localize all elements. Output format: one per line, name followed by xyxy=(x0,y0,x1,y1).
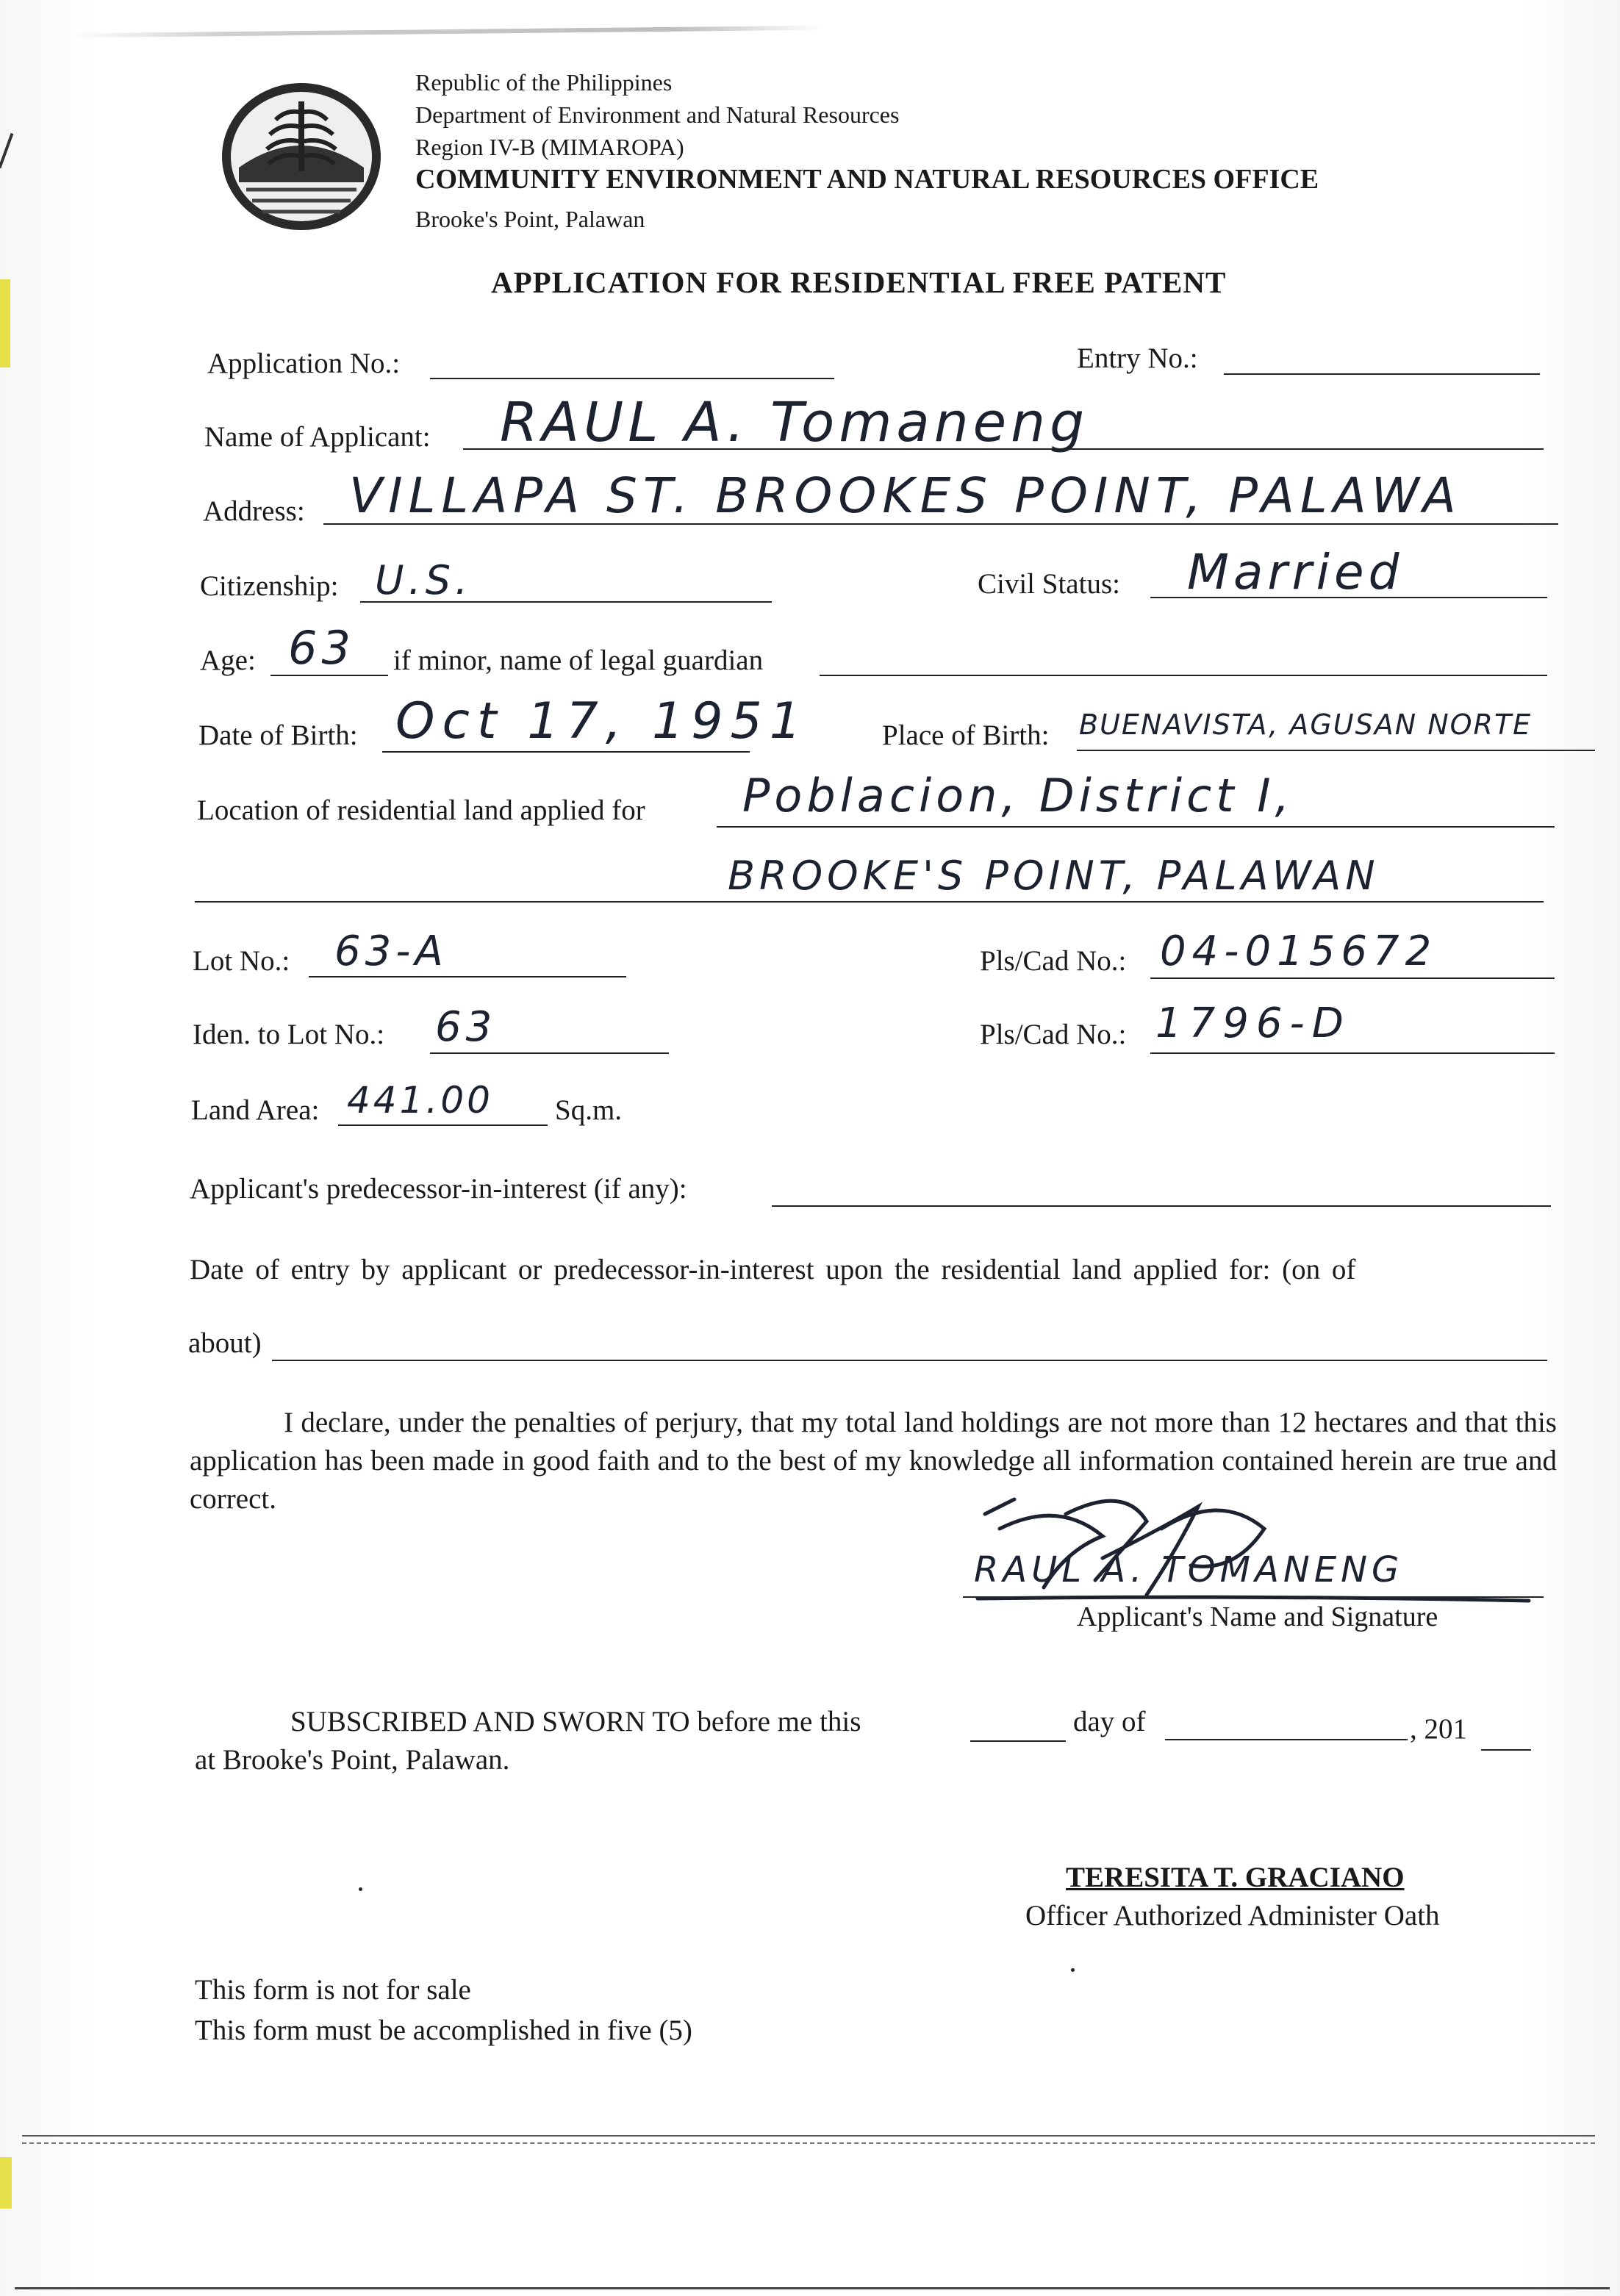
iden-lot-field[interactable] xyxy=(430,1052,669,1054)
pob-value[interactable]: BUENAVISTA, AGUSAN NORTE xyxy=(1079,708,1533,741)
officer-title: Officer Authorized Administer Oath xyxy=(1025,1900,1440,1931)
entry-no-field[interactable] xyxy=(1224,373,1540,375)
entry-date-label-1: Date of entry by applicant or predecessor-in-interest upon the residential land applied for: (on of xyxy=(190,1254,1356,1285)
footer-note-1: This form is not for sale xyxy=(195,1974,471,2006)
pls-cad-value-1[interactable]: 04-015672 xyxy=(1160,928,1438,975)
oath-day-field[interactable] xyxy=(970,1740,1066,1742)
application-no-field[interactable] xyxy=(430,378,834,379)
name-field[interactable] xyxy=(463,448,1544,450)
footer-note-2: This form must be accomplished in five (5) xyxy=(195,2015,692,2046)
address-label: Address: xyxy=(203,495,305,527)
lot-no-value[interactable]: 63-A xyxy=(334,928,448,975)
predecessor-label: Applicant's predecessor-in-interest (if any): xyxy=(190,1173,687,1205)
entry-date-label-2: about) xyxy=(188,1327,262,1359)
guardian-field[interactable] xyxy=(820,675,1547,676)
form-title: APPLICATION FOR RESIDENTIAL FREE PATENT xyxy=(491,265,1227,299)
dob-field[interactable] xyxy=(382,751,750,753)
edge-yellow-mark-bottom xyxy=(0,2157,12,2209)
oath-text-1: SUBSCRIBED AND SWORN TO before me this xyxy=(290,1706,861,1737)
header-location: Brooke's Point, Palawan xyxy=(415,206,645,232)
civil-status-field[interactable] xyxy=(1150,597,1547,598)
header-office: COMMUNITY ENVIRONMENT AND NATURAL RESOURCES OFFICE xyxy=(415,164,1319,195)
lot-no-field[interactable] xyxy=(309,976,626,977)
civil-status-value[interactable]: Married xyxy=(1187,544,1404,600)
signature-caption: Applicant's Name and Signature xyxy=(1077,1601,1438,1632)
oath-day-label: day of xyxy=(1073,1706,1146,1737)
dot-mark xyxy=(359,1887,362,1891)
citizenship-field[interactable] xyxy=(360,601,772,603)
pls-cad-label-1: Pls/Cad No.: xyxy=(980,945,1127,977)
civil-status-label: Civil Status: xyxy=(978,568,1120,600)
iden-lot-label: Iden. to Lot No.: xyxy=(193,1019,385,1050)
land-area-field[interactable] xyxy=(338,1124,548,1126)
applicant-signature-scribble xyxy=(956,1485,1558,1610)
citizenship-value[interactable]: U.S. xyxy=(375,557,473,603)
lot-no-label: Lot No.: xyxy=(193,945,290,977)
oath-year-field[interactable] xyxy=(1481,1749,1531,1751)
top-edge-shadow xyxy=(74,26,823,38)
location-value-line1[interactable]: Poblacion, District I, xyxy=(742,769,1294,822)
entry-date-field[interactable] xyxy=(272,1360,1547,1361)
land-area-label: Land Area: xyxy=(191,1094,320,1126)
land-area-unit: Sq.m. xyxy=(555,1094,623,1126)
age-field[interactable] xyxy=(270,675,388,676)
location-field-line2[interactable] xyxy=(195,901,1544,903)
denr-seal-logo xyxy=(217,79,386,234)
signature-printed-name: RAUL A. TOMANENG xyxy=(974,1549,1404,1590)
dot-mark xyxy=(1071,1968,1075,1972)
address-value[interactable]: VILLAPA ST. BROOKES POINT, PALAWA xyxy=(349,467,1462,524)
age-label: Age: xyxy=(200,645,256,676)
bottom-rule-2 xyxy=(22,2142,1595,2144)
header-region: Region IV-B (MIMAROPA) xyxy=(415,134,684,160)
iden-lot-value[interactable]: 63 xyxy=(435,1003,497,1051)
name-label: Name of Applicant: xyxy=(204,421,431,453)
dob-value[interactable]: Oct 17, 1951 xyxy=(395,692,809,750)
pls-cad-label-2: Pls/Cad No.: xyxy=(980,1019,1127,1050)
age-value[interactable]: 63 xyxy=(288,621,355,675)
declaration-text: I declare, under the penalties of perjury, that my total land holdings are not more than 12 hectares and that this application has been made in good faith and to the best of my knowledge all information contained herein are true and correct. xyxy=(190,1407,1557,1515)
pls-cad-field-1[interactable] xyxy=(1150,977,1555,979)
bottom-rule-1 xyxy=(22,2135,1595,2137)
name-value[interactable]: RAUL A. Tomaneng xyxy=(500,391,1089,454)
header-republic: Republic of the Philippines xyxy=(415,69,673,96)
location-value-line2[interactable]: BROOKE'S POINT, PALAWAN xyxy=(728,853,1380,899)
officer-name: TERESITA T. GRACIANO xyxy=(1066,1862,1405,1893)
edge-yellow-mark-top xyxy=(0,279,10,367)
location-label: Location of residential land applied for xyxy=(197,794,645,826)
predecessor-field[interactable] xyxy=(772,1205,1551,1207)
oath-text-2: at Brooke's Point, Palawan. xyxy=(195,1744,510,1776)
citizenship-label: Citizenship: xyxy=(200,570,339,602)
bottom-rule-3 xyxy=(15,2287,1610,2289)
pls-cad-field-2[interactable] xyxy=(1150,1052,1555,1054)
address-field[interactable] xyxy=(323,523,1558,525)
signature-line[interactable] xyxy=(963,1596,1544,1598)
oath-month-field[interactable] xyxy=(1165,1739,1408,1740)
edge-tick xyxy=(0,133,13,168)
dob-label: Date of Birth: xyxy=(198,720,358,751)
pob-field[interactable] xyxy=(1077,750,1595,751)
guardian-label: if minor, name of legal guardian xyxy=(393,645,764,676)
application-no-label: Application No.: xyxy=(207,348,401,379)
entry-no-label: Entry No.: xyxy=(1077,342,1198,374)
header-department: Department of Environment and Natural Resources xyxy=(415,101,900,128)
pob-label: Place of Birth: xyxy=(882,720,1050,751)
land-area-value[interactable]: 441.00 xyxy=(347,1079,493,1122)
location-field-line1[interactable] xyxy=(717,826,1555,828)
pls-cad-value-2[interactable]: 1796-D xyxy=(1155,1000,1351,1047)
oath-year-prefix: , 201 xyxy=(1410,1713,1467,1745)
